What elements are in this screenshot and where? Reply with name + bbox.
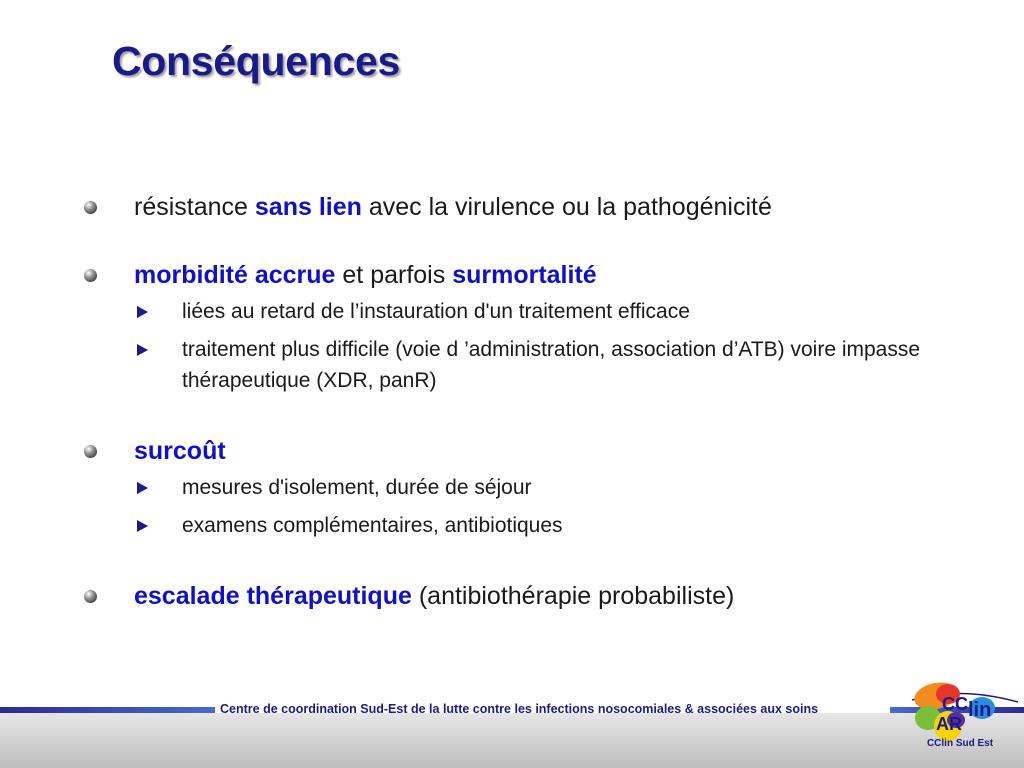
slide-title: Conséquences [112, 38, 401, 84]
bullet-highlight: escalade thérapeutique [134, 582, 412, 610]
sphere-bullet-icon [84, 201, 97, 214]
bullet-highlight: sans lien [254, 193, 362, 221]
triangle-bullet-icon [137, 306, 148, 318]
bullet-morbidite [84, 258, 1014, 292]
triangle-bullet-icon [137, 482, 148, 494]
subbullet-text: liées au retard de l’instauration d'un traitement efficace [182, 300, 690, 323]
logo-letters-ar: AR [936, 714, 962, 734]
subbullet-text: traitement plus difficile (voie d ’administration, association d’ATB) voire impasse thérapeutique (XDR, panR) [182, 338, 921, 392]
logo-letters-cc: CC [942, 694, 968, 714]
footer-divider [0, 707, 215, 713]
sphere-bullet-icon [84, 269, 97, 282]
subbullet-item [84, 472, 1014, 503]
footer-text: Centre de coordination Sud-Est de la lutte contre les infections nosocomiales & associées aux soins [220, 702, 819, 716]
footer-band [0, 713, 1024, 768]
bullet-text: (antibiothérapie probabiliste) [411, 582, 735, 610]
bullet-text: et parfois [335, 261, 453, 289]
slide-content [84, 190, 1014, 613]
bullet-highlight: morbidité accrue [134, 261, 336, 289]
bullet-resistance [84, 190, 1014, 224]
bullet-surcout [84, 434, 1014, 468]
bullet-text: résistance [134, 193, 255, 221]
bullet-escalade [84, 579, 1014, 613]
triangle-bullet-icon [137, 344, 148, 356]
subbullet-text: mesures d'isolement, durée de séjour [182, 476, 532, 499]
bullet-highlight: surcoût [134, 437, 226, 465]
subbullet-item [84, 334, 1014, 396]
logo-letters-lin: lin [968, 699, 992, 721]
bullet-highlight: surmortalité [452, 261, 597, 289]
subbullet-item [84, 296, 1014, 327]
sphere-bullet-icon [84, 445, 97, 458]
bullet-text: avec la virulence ou la pathogénicité [361, 193, 772, 221]
triangle-bullet-icon [137, 520, 148, 532]
subbullet-item [84, 510, 1014, 541]
subbullet-text: examens complémentaires, antibiotiques [182, 514, 563, 537]
logo-caption: CClin Sud Est [926, 738, 994, 749]
sphere-bullet-icon [84, 590, 97, 603]
